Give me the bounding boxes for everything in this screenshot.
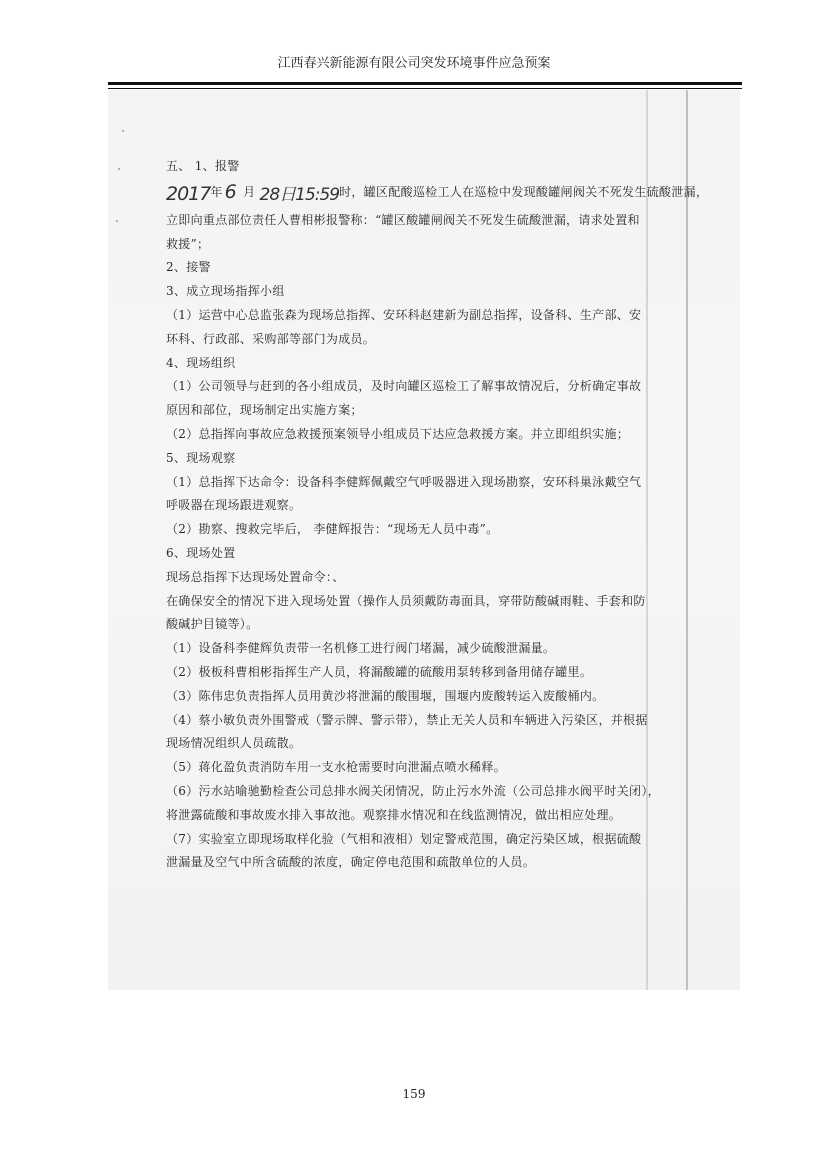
- document-header-title: 江西春兴新能源有限公司突发环境事件应急预案: [277, 56, 551, 71]
- text-line: 救援”；: [166, 236, 210, 251]
- text-line: 将泄露硫酸和事故废水排入事故池。观察排水情况和在线监测情况，做出相应处理。: [166, 807, 622, 822]
- text-line: （2）总指挥向事故应急救援预案领导小组成员下达应急救援方案。并立即组织实施；: [166, 426, 630, 441]
- handwritten-date-line: [166, 179, 709, 209]
- text-line: （1）运营中心总监张森为现场总指挥、安环科赵建新为副总指挥，设备科、生产部、安: [166, 307, 642, 322]
- month-char: 月: [243, 184, 256, 199]
- text-line: （1）总指挥下达命令：设备科李健辉佩戴空气呼吸器进入现场勘察，安环科巢泳戴空气: [166, 474, 642, 489]
- text-line: 4、现场组织: [166, 355, 236, 370]
- text-line: （2）极板科曹相彬指挥生产人员，将漏酸罐的硫酸用泵转移到备用储存罐里。: [166, 664, 593, 679]
- text-line: 立即向重点部位责任人曹相彬报警称：“罐区酸罐闸阀关不死发生硫酸泄漏，请求处置和: [166, 212, 640, 227]
- text-line: 6、现场处置: [166, 545, 236, 560]
- text-line: 3、成立现场指挥小组: [166, 284, 285, 299]
- incident-text: 时，罐区配酸巡检工人在巡检中发现酸罐闸阀关不死发生硫酸泄漏，: [339, 184, 709, 199]
- scan-speck: [118, 168, 120, 170]
- section-heading: 五、 1、报警: [166, 159, 240, 173]
- handwritten-day-time: 28日15:59: [259, 184, 340, 205]
- text-line: 酸碱护目镜等）。: [166, 617, 259, 632]
- scan-speck: [122, 130, 124, 132]
- text-line: 原因和部位，现场制定出实施方案；: [166, 403, 363, 418]
- text-line: （1）公司领导与赶到的各小组成员，及时向罐区巡检工了解事故情况后，分析确定事故: [166, 379, 642, 394]
- text-line: 环科、行政部、采购部等部门为成员。: [166, 331, 376, 346]
- text-line: （6）污水站喻驰勤检查公司总排水阀关闭情况，防止污水外流（公司总排水阀平时关闭），: [166, 783, 660, 798]
- document-body: [166, 155, 709, 875]
- text-line: （5）蒋化盈负责消防车用一支水枪需要时向泄漏点喷水稀释。: [166, 760, 507, 775]
- text-line: 现场总指挥下达现场处置命令：、: [166, 569, 345, 584]
- text-line: 2、接警: [166, 260, 211, 275]
- text-line: 现场情况组织人员疏散。: [166, 736, 302, 751]
- text-line: 泄漏量及空气中所含硫酸的浓度，确定停电范围和疏散单位的人员。: [166, 855, 536, 870]
- text-line: （7）实验室立即现场取样化验（气相和液相）划定警戒范围，确定污染区域，根据硫酸: [166, 831, 642, 846]
- handwritten-year: 2017: [166, 182, 211, 205]
- text-line: （3）陈伟忠负责指挥人员用黄沙将泄漏的酸围堰，围堰内废酸转运入废酸桶内。: [166, 688, 605, 703]
- page-fold-line: [686, 90, 688, 990]
- text-line: （2）勘察、搜救完毕后， 李健辉报告：“现场无人员中毒”。: [166, 522, 499, 537]
- text-line: （4）蔡小敏负责外围警戒（警示牌、警示带），禁止无关人员和车辆进入污染区，并根据: [166, 712, 648, 727]
- year-char: 年: [210, 184, 223, 199]
- page-number: 159: [402, 1087, 426, 1101]
- header-divider: [108, 82, 742, 89]
- handwritten-month: 6: [224, 180, 238, 203]
- text-line: 5、现场观察: [166, 450, 236, 465]
- text-line: （1）设备科李健辉负责带一名机修工进行阀门堵漏，减少硫酸泄漏量。: [166, 641, 556, 656]
- text-line: 在确保安全的情况下进入现场处置（操作人员须戴防毒面具，穿带防酸碱雨鞋、手套和防: [166, 593, 646, 608]
- scan-speck: [116, 220, 118, 222]
- text-line: 呼吸器在现场跟进观察。: [166, 498, 302, 513]
